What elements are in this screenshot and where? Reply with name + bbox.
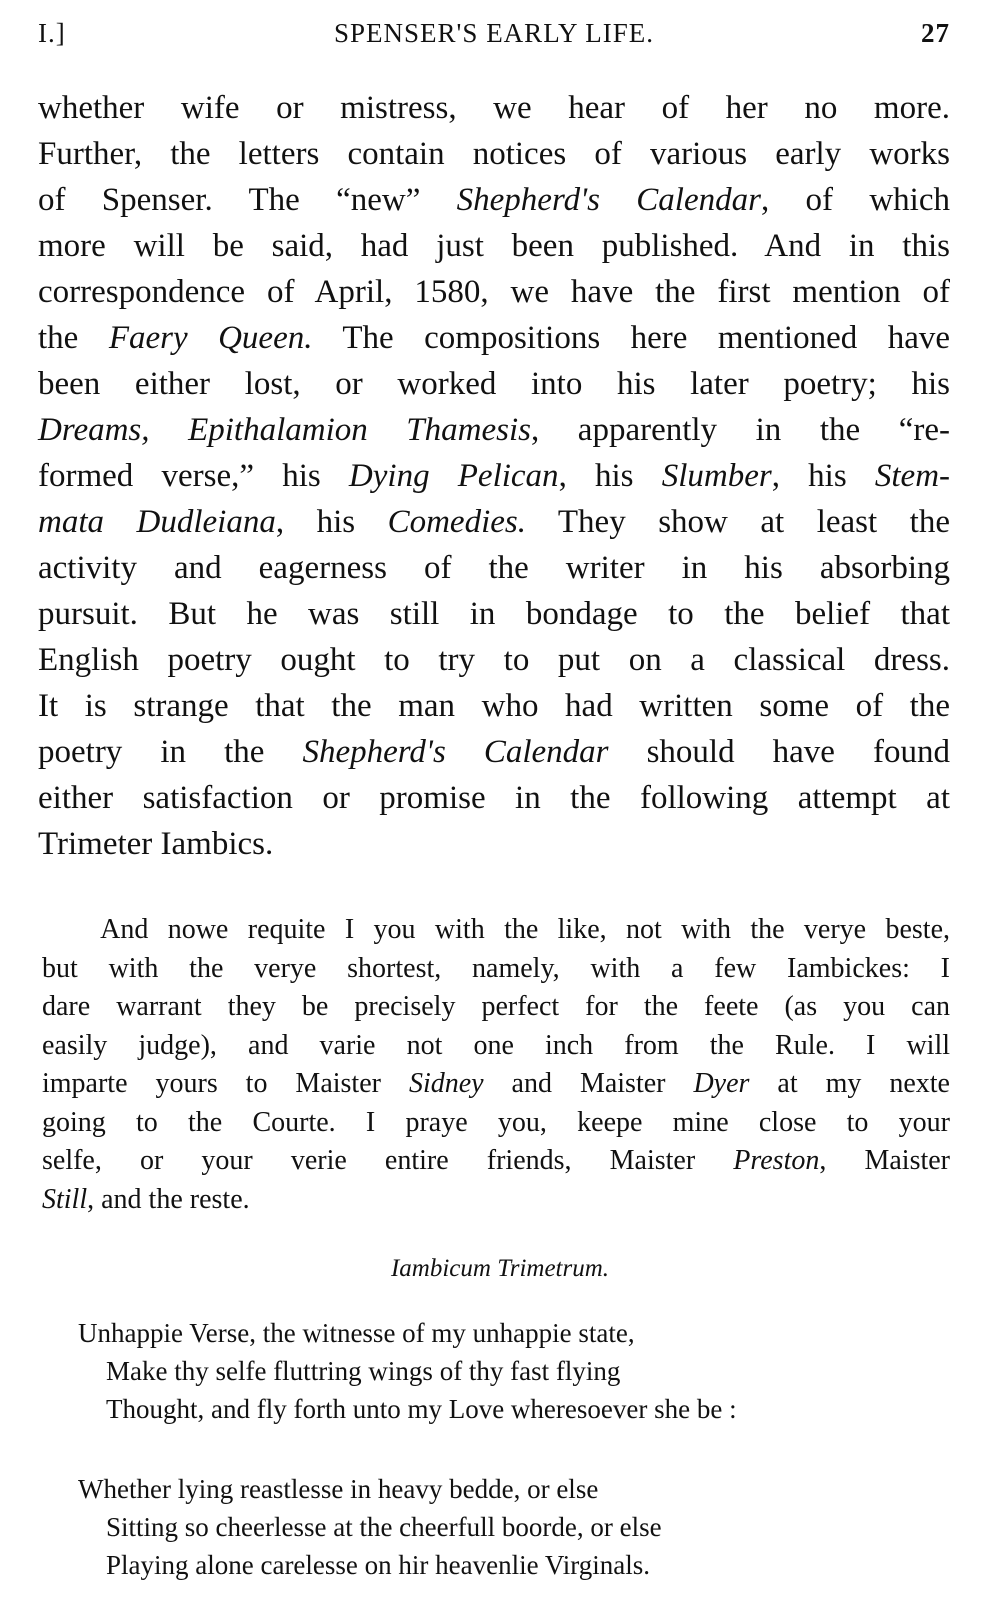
poem-title: Iambicum Trimetrum. xyxy=(390,1255,610,1282)
quote-line: Still, and the reste. xyxy=(42,1183,250,1215)
quote-line: easily judge), and varie not one inch from the Rule. I will xyxy=(42,1029,950,1061)
quoted-letter xyxy=(42,911,950,1219)
poem-stanza-2 xyxy=(78,1470,662,1584)
verse-line: Unhappie Verse, the witnesse of my unhappie state, xyxy=(78,1318,635,1348)
text-line: Dreams, Epithalamion Thamesis, apparently in the “re- xyxy=(38,412,950,448)
text-line: mata Dudleiana, his Comedies. They show at least the xyxy=(38,504,950,540)
italic-title: Preston xyxy=(733,1145,820,1176)
text-line: It is strange that the man who had written some of the xyxy=(38,688,950,724)
verse-line: Sitting so cheerlesse at the cheerfull boorde, or else xyxy=(106,1512,662,1542)
text-line: English poetry ought to try to put on a classical dress. xyxy=(38,642,950,678)
quote-line: And nowe requite I you with the like, not with the verye beste, xyxy=(42,914,950,945)
poem-stanza-1 xyxy=(78,1314,737,1428)
italic-title: mata Dudleiana xyxy=(38,504,276,540)
verse-line: Thought, and fly forth unto my Love wheresoever she be : xyxy=(106,1394,737,1424)
text-line: formed verse,” his Dying Pelican, his Slumber, his Stem- xyxy=(38,458,951,494)
italic-title: Dyer xyxy=(693,1068,750,1099)
quote-line: dare warrant they be precisely perfect for the feete (as you can xyxy=(42,991,950,1022)
running-header xyxy=(38,18,950,58)
italic-title: Shepherd's Calendar xyxy=(302,734,609,770)
verse-line: Whether lying reastlesse in heavy bedde, or else xyxy=(78,1474,599,1504)
main-paragraph xyxy=(38,85,950,867)
text-line: either satisfaction or promise in the following attempt at xyxy=(38,780,950,816)
quote-line: going to the Courte. I praye you, keepe mine close to your xyxy=(42,1106,950,1138)
italic-title: Faery Queen. xyxy=(108,320,313,356)
chapter-marker: I.] xyxy=(38,18,66,48)
text-line: activity and eagerness of the writer in his absorbing xyxy=(38,550,950,586)
text-line: pursuit. But he was still in bondage to the belief that xyxy=(38,596,950,632)
quote-line: but with the verye shortest, namely, with a few Iambickes: I xyxy=(42,952,950,984)
page-number: 27 xyxy=(921,18,950,48)
running-title: SPENSER'S EARLY LIFE. xyxy=(334,18,654,48)
text-line: Further, the letters contain notices of various early works xyxy=(38,136,950,172)
text-line: whether wife or mistress, we hear of her no more. xyxy=(38,90,950,126)
italic-title: Dying Pelican xyxy=(348,458,559,494)
italic-title: Still xyxy=(42,1183,88,1215)
text-line: poetry in the Shepherd's Calendar should have found xyxy=(38,734,951,770)
quote-line: imparte yours to Maister Sidney and Maister Dyer at my nexte xyxy=(42,1068,950,1099)
text-line: correspondence of April, 1580, we have the first mention of xyxy=(38,274,950,310)
text-line: of Spenser. The “new” Shepherd's Calendar, of which xyxy=(38,182,950,218)
italic-title: Dreams, Epithalamion Thamesis xyxy=(38,412,531,448)
italic-title: Stem- xyxy=(874,458,951,494)
verse-line: Make thy selfe fluttring wings of thy fast flying xyxy=(106,1356,621,1386)
text-line: been either lost, or worked into his later poetry; his xyxy=(38,366,950,402)
text-line: more will be said, had just been published. And in this xyxy=(38,228,950,264)
italic-title: Comedies. xyxy=(387,504,526,540)
quote-line: selfe, or your verie entire friends, Maister Preston, Maister xyxy=(42,1145,951,1176)
text-line: the Faery Queen. The compositions here mentioned have xyxy=(38,320,950,356)
italic-title: Shepherd's Calendar xyxy=(456,182,761,218)
text-line: Trimeter Iambics. xyxy=(38,826,274,862)
italic-title: Sidney xyxy=(408,1068,484,1099)
verse-line: Playing alone carelesse on hir heavenlie Virginals. xyxy=(106,1550,650,1580)
italic-title: Slumber xyxy=(661,458,772,494)
